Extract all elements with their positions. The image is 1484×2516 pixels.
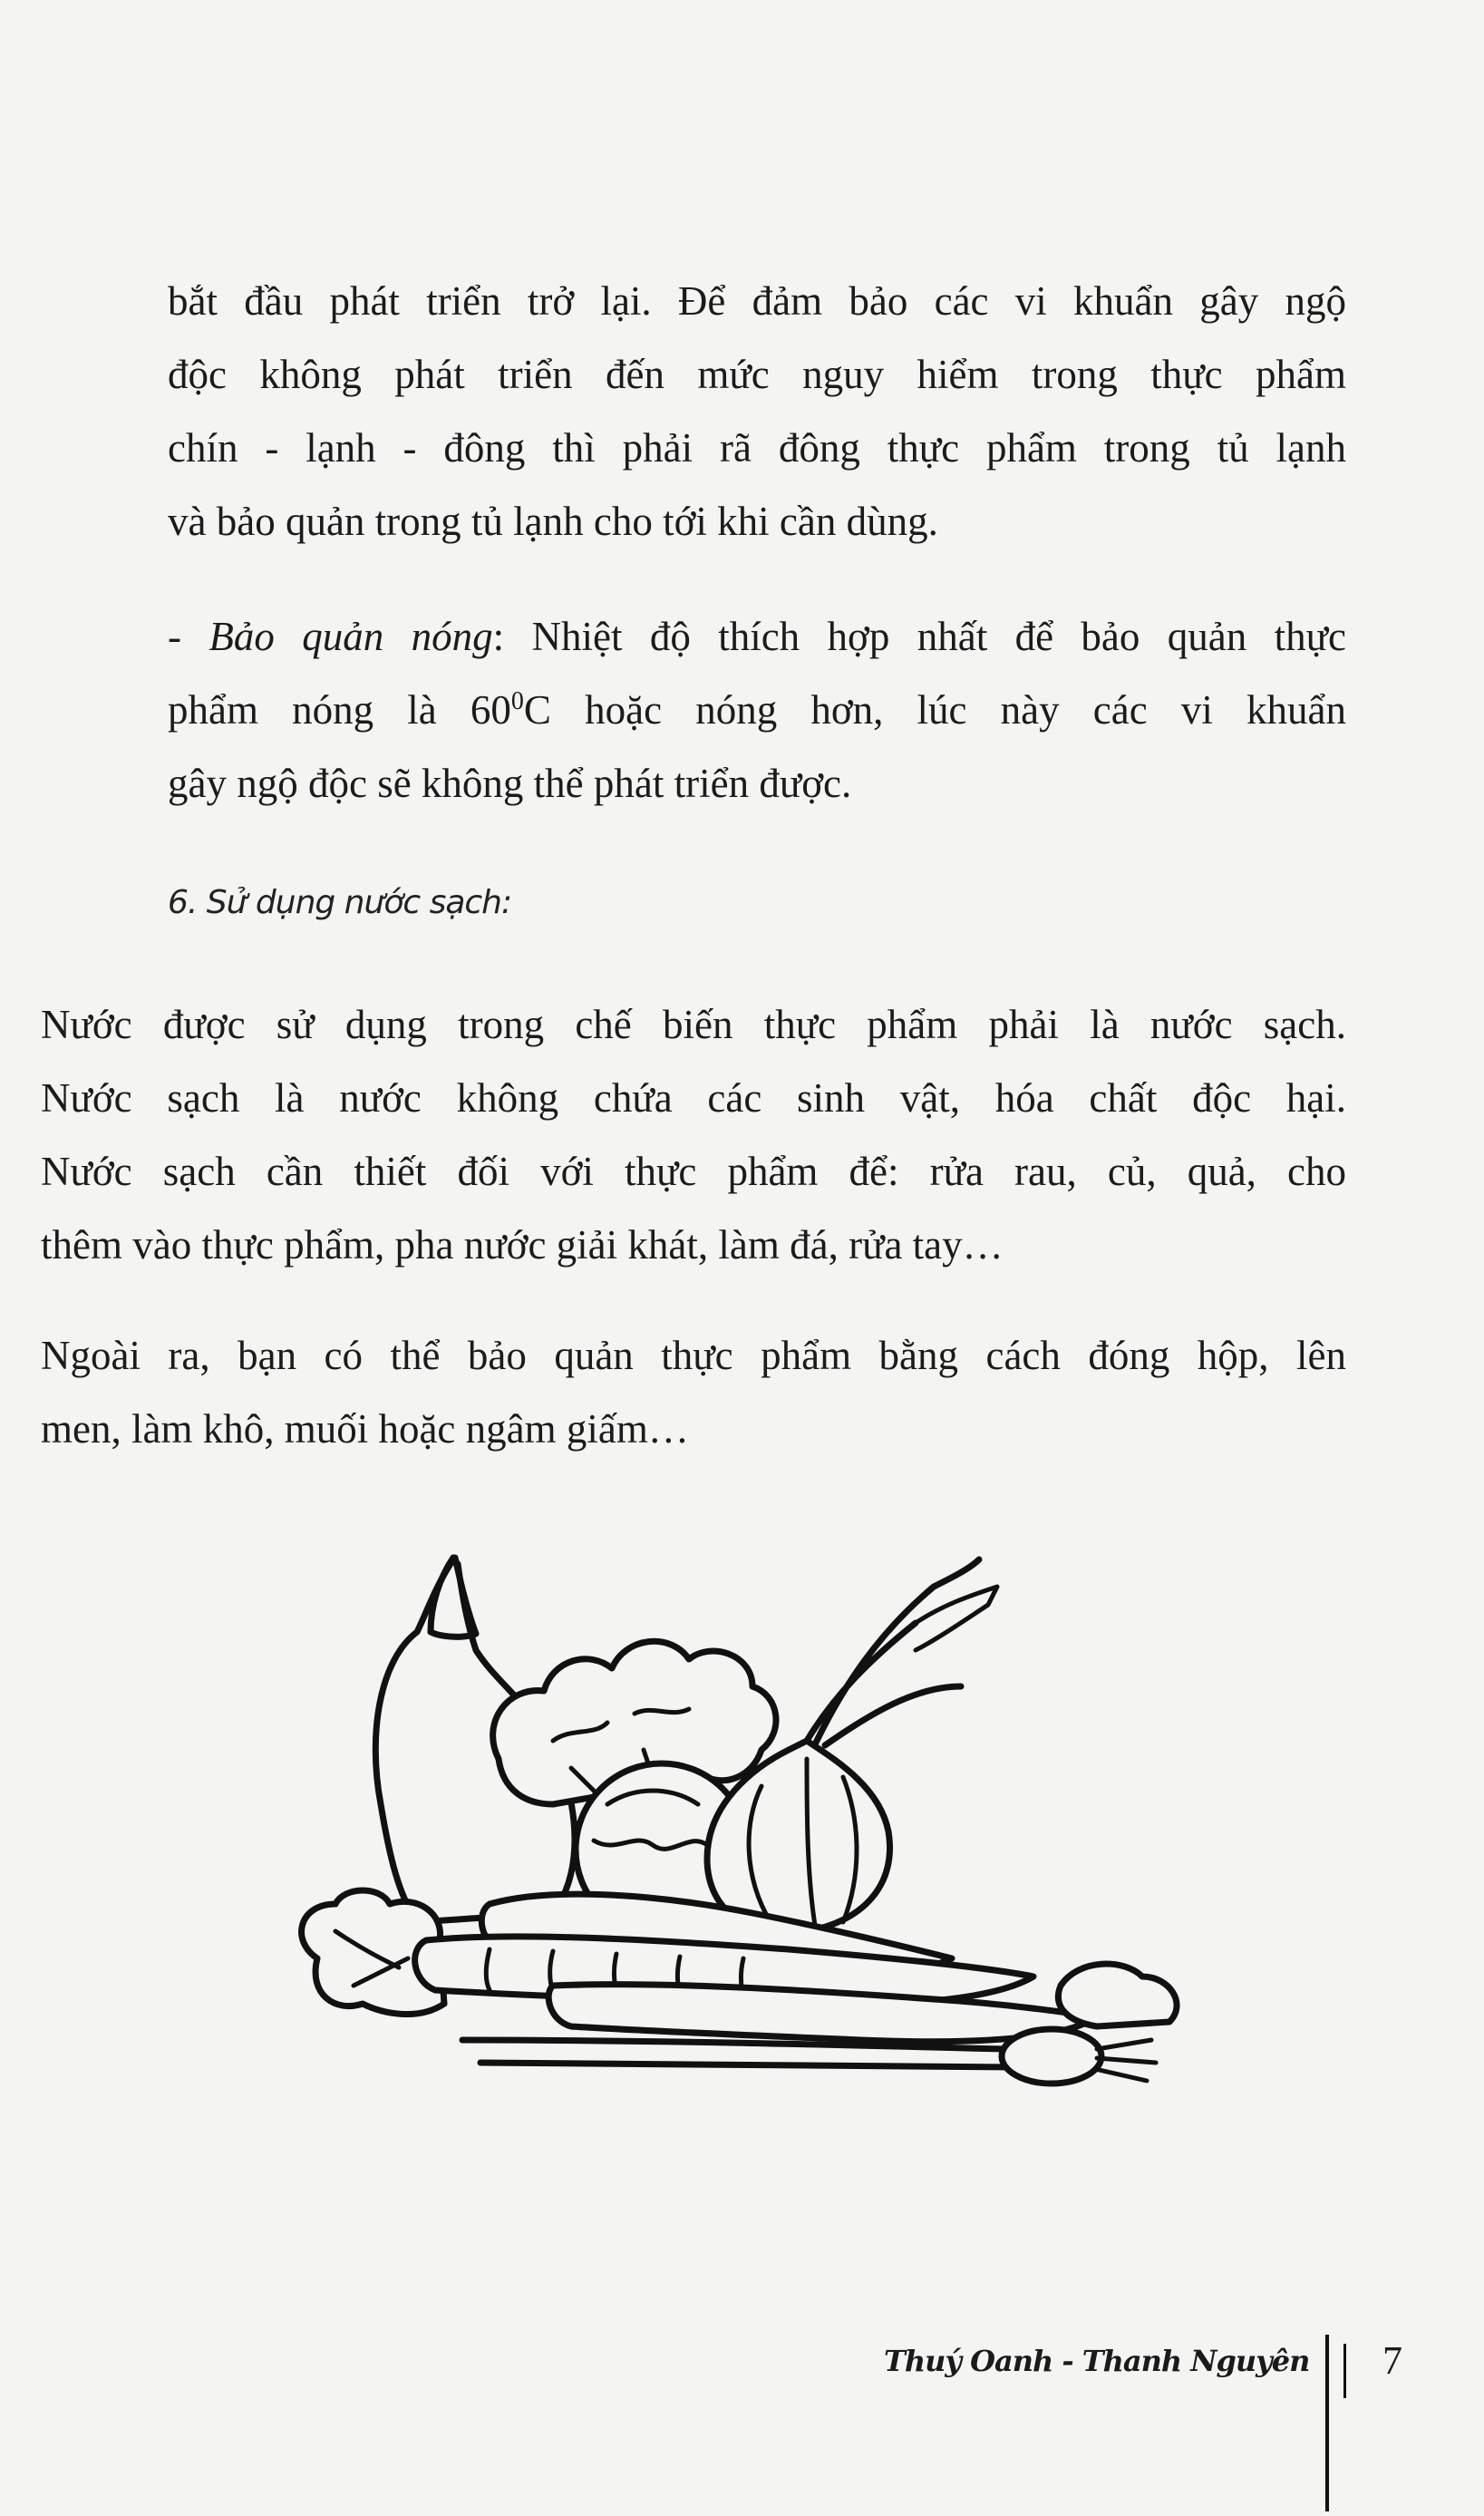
lead-dash: - [168, 614, 209, 659]
footer-rule [1325, 2335, 1329, 2511]
greens-right [1058, 1964, 1177, 2026]
text-line: gây ngộ độc sẽ không thể phát triển được. [168, 761, 852, 806]
text-line: Nước được sử dụng trong chế biến thực phẩm phải là nước sạch. [41, 1002, 1346, 1047]
text-line [168, 674, 1346, 747]
paragraph-other-methods [41, 1319, 1346, 1466]
footer-author: Thuý Oanh - Thanh Nguyên [884, 2344, 1310, 2378]
paragraph-hot-storage [168, 600, 1346, 821]
text-line: Ngoài ra, bạn có thể bảo quản thực phẩm bằng cách đóng hộp, lên [41, 1333, 1346, 1378]
scallion-bulb [1002, 2029, 1101, 2084]
text-line: Nước sạch là nước không chứa các sinh vật, hóa chất độc hại. [41, 1075, 1346, 1121]
paragraph-cold-storage-end [168, 265, 1346, 559]
section-heading-clean-water: 6. Sử dụng nước sạch: [168, 884, 512, 921]
text-line [168, 600, 1346, 674]
vegetables-drawing [281, 1532, 1224, 2131]
term-hot-storage: Bảo quản nóng [209, 614, 493, 659]
carrot-front-2 [548, 1985, 1097, 2042]
text-line: Nước sạch cần thiết đối với thực phẩm để: rửa rau, củ, quả, cho [41, 1149, 1346, 1194]
text-fragment: phẩm nóng là 60 [168, 687, 511, 733]
leek-leaf-outline [916, 1587, 997, 1650]
paragraph-clean-water [41, 988, 1346, 1282]
scallion-roots [1095, 2040, 1156, 2081]
text-line: và bảo quản trong tủ lạnh cho tới khi cần dùng. [168, 499, 938, 544]
text-line: độc không phát triển đến mức nguy hiểm trong thực phẩm [168, 352, 1346, 397]
text-fragment: : Nhiệt độ thích hợp nhất để bảo quản thực [492, 614, 1346, 659]
text-line: bắt đầu phát triển trở lại. Để đảm bảo các vi khuẩn gây ngộ [168, 278, 1346, 324]
degree-superscript: 0 [510, 687, 524, 715]
text-line: men, làm khô, muối hoặc ngâm giấm… [41, 1406, 689, 1452]
text-line: chín - lạnh - đông thì phải rã đông thực phẩm trong tủ lạnh [168, 425, 1346, 471]
text-fragment: C hoặc nóng hơn, lúc này các vi khuẩn [523, 687, 1347, 733]
vegetables-illustration [281, 1532, 1224, 2131]
page-number: 7 [1382, 2338, 1402, 2383]
footer-rule-short [1343, 2344, 1346, 2398]
leek-leaf [807, 1559, 979, 1745]
text-line: thêm vào thực phẩm, pha nước giải khát, làm đá, rửa tay… [41, 1222, 1004, 1268]
scallion-stalk-2 [480, 2063, 1015, 2067]
